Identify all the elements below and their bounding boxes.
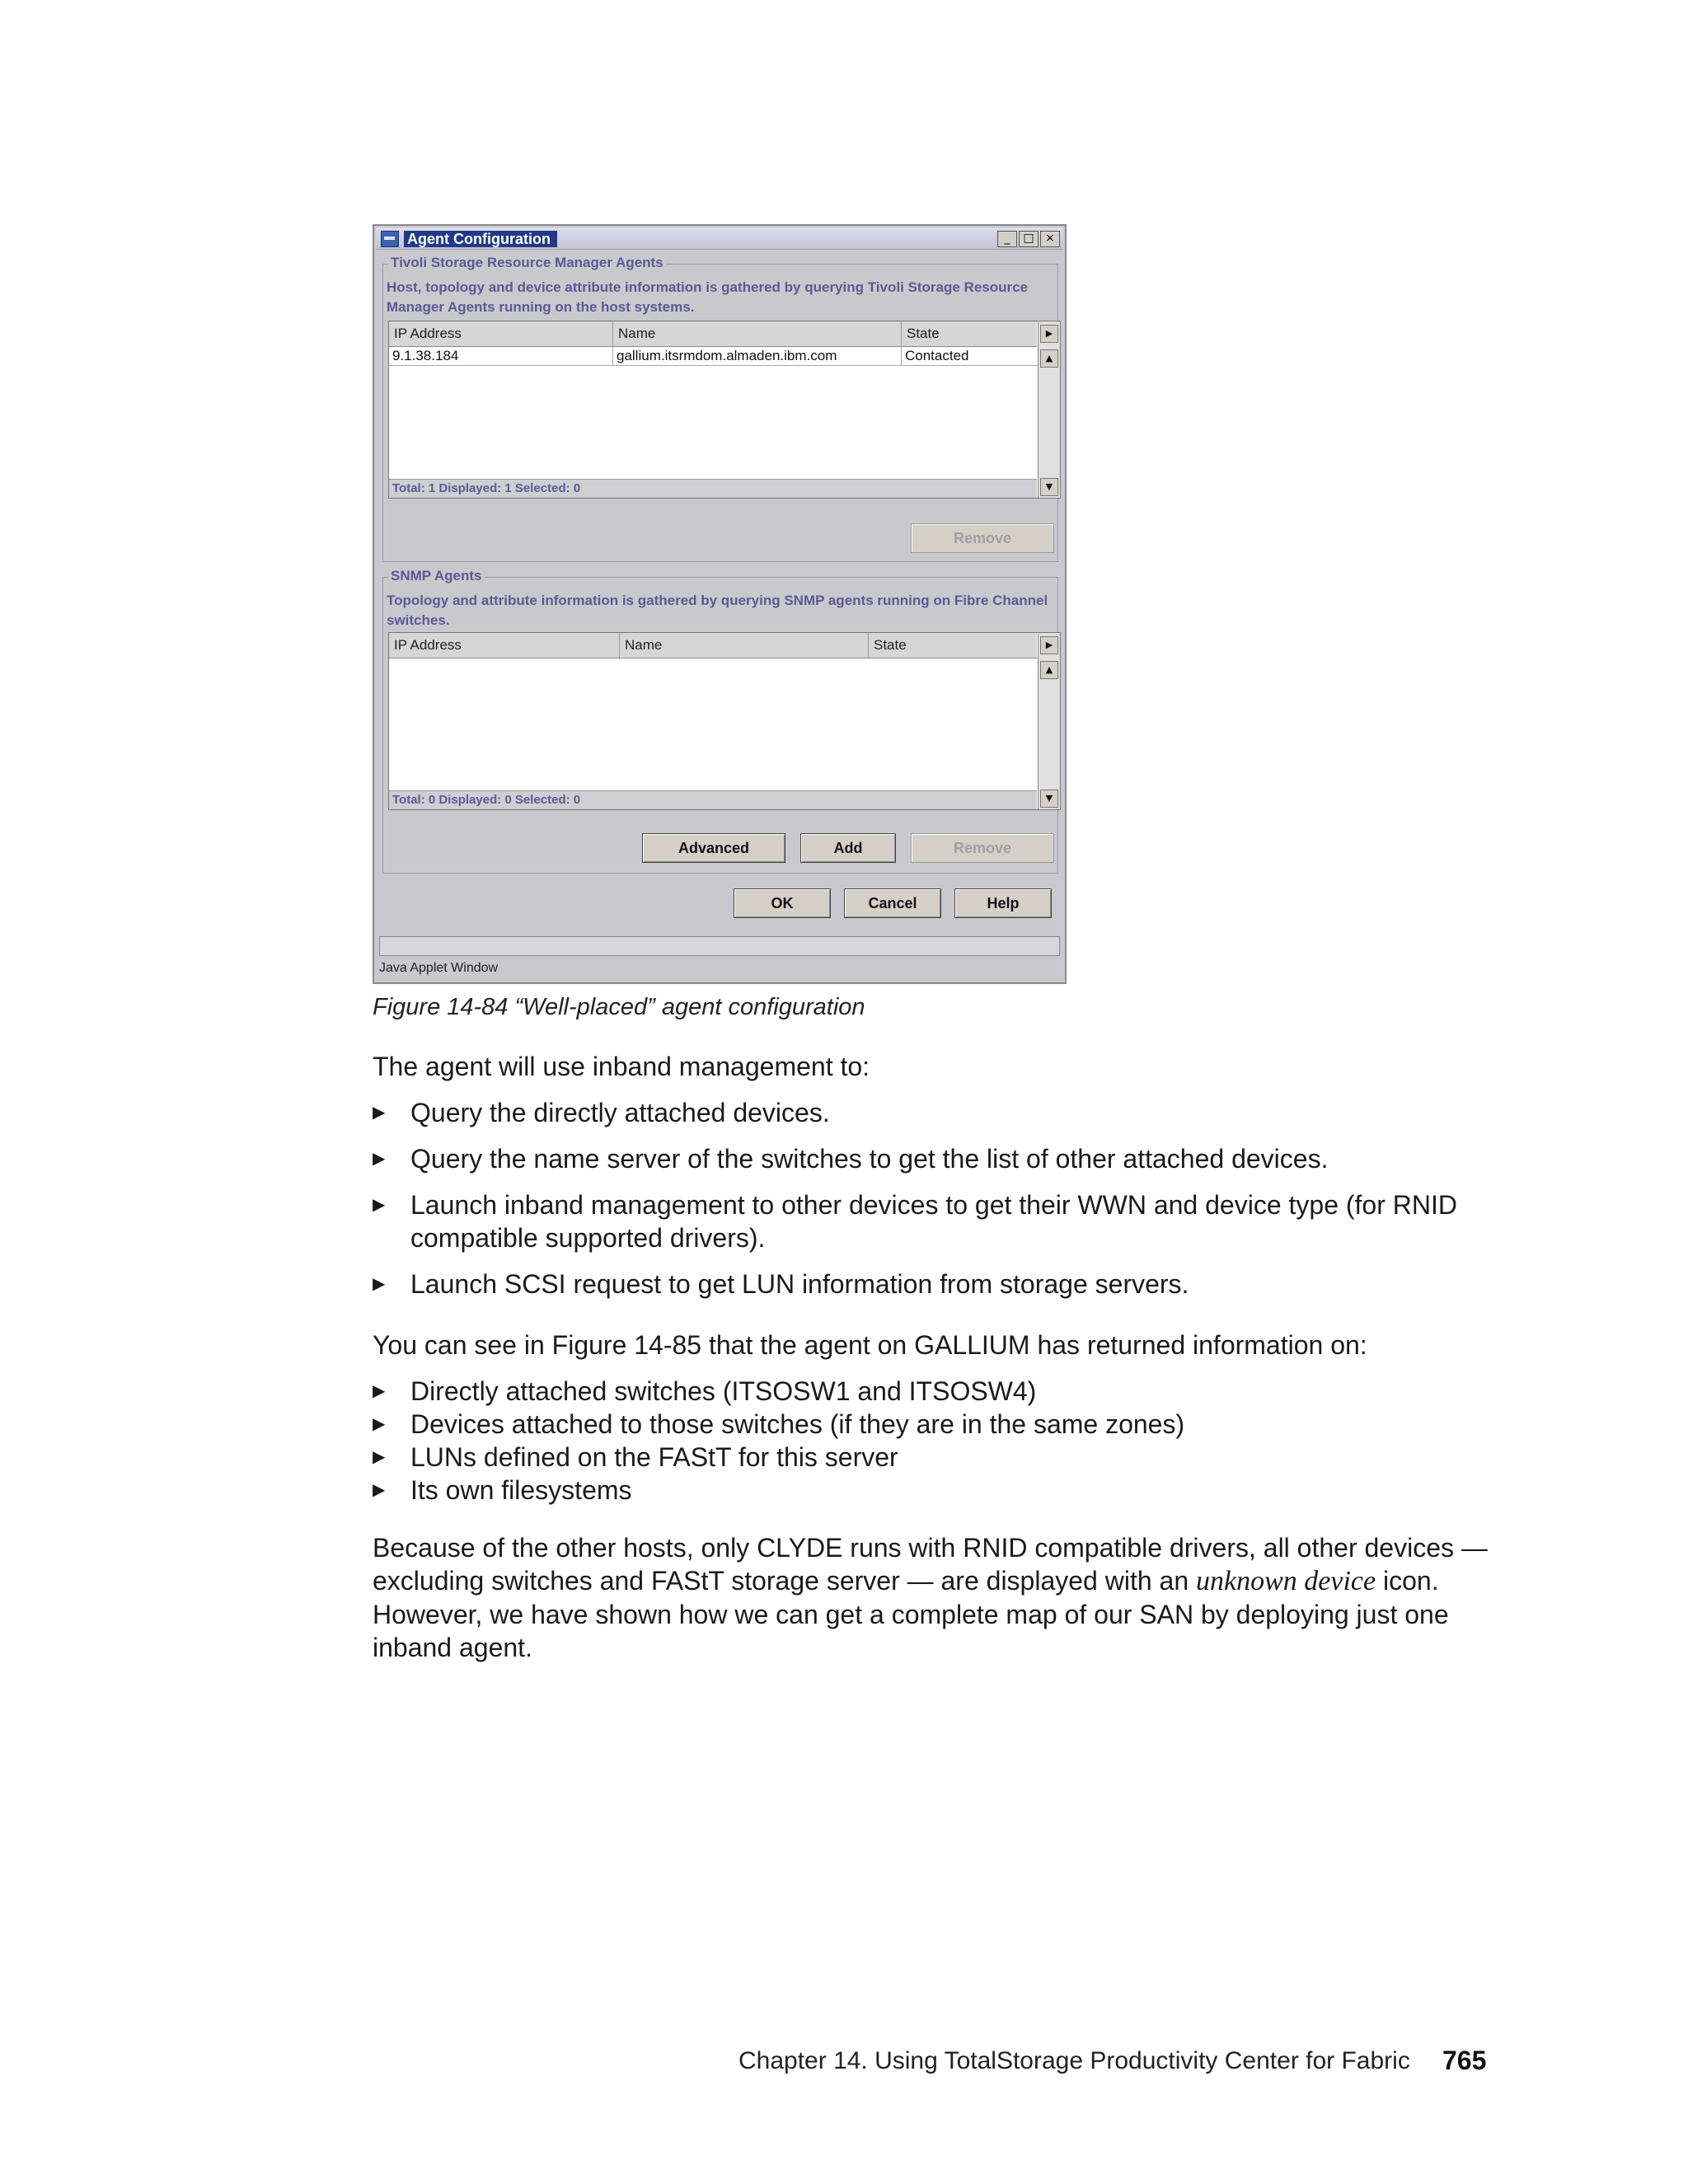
list-item-text: Devices attached to those switches (if they are in the same zones) <box>410 1409 1185 1439</box>
column-name[interactable]: Name <box>620 633 869 658</box>
list-item-text: Directly attached switches (ITSOSW1 and ITSOSW4) <box>410 1376 1037 1406</box>
tsrm-agents-table <box>388 321 1061 499</box>
bullet-arrow-icon: ▶ <box>373 1196 386 1214</box>
column-ip-address[interactable]: IP Address <box>389 633 620 658</box>
tsrm-table-scrollbar[interactable] <box>1038 321 1060 498</box>
column-state[interactable]: State <box>907 326 940 341</box>
java-app-icon <box>381 231 399 247</box>
bullet-arrow-icon: ▶ <box>373 1382 386 1400</box>
column-menu-arrow-icon[interactable]: ▶ <box>1040 636 1058 654</box>
tsrm-table-header <box>389 321 1037 347</box>
bullet-arrow-icon: ▶ <box>373 1448 386 1466</box>
figure-caption: Figure 14-84 “Well-placed” agent configuration <box>373 994 865 1020</box>
snmp-group-title: SNMP Agents <box>388 568 485 584</box>
column-state[interactable]: State <box>874 637 907 653</box>
intro-paragraph: The agent will use inband management to: <box>373 1052 870 1081</box>
snmp-table-scrollbar[interactable] <box>1038 633 1060 809</box>
maximize-icon[interactable]: □ <box>1019 231 1039 247</box>
snmp-table-status: Total: 0 Displayed: 0 Selected: 0 <box>389 790 1037 809</box>
tsrm-agents-group <box>382 255 1058 562</box>
column-ip-address[interactable]: IP Address <box>389 321 613 346</box>
third-paragraph <box>373 1531 1493 1664</box>
bullet-arrow-icon: ▶ <box>373 1104 386 1122</box>
applet-status-bar <box>379 936 1060 956</box>
snmp-agents-table <box>388 632 1061 810</box>
snmp-group-description: Topology and attribute information is gathered by querying SNMP agents running on Fibre Channel switches. <box>387 593 1048 628</box>
close-icon[interactable]: × <box>1040 231 1060 247</box>
bullet-arrow-icon: ▶ <box>373 1275 386 1293</box>
column-menu-arrow-icon[interactable]: ▶ <box>1040 325 1058 343</box>
agent-configuration-window <box>373 224 1067 984</box>
table-cell-state[interactable]: Contacted <box>902 346 1039 366</box>
bullet-arrow-icon: ▶ <box>373 1481 386 1499</box>
scroll-up-icon[interactable]: ▲ <box>1040 661 1058 679</box>
second-paragraph: You can see in Figure 14-85 that the agent on GALLIUM has returned information on: <box>373 1330 1367 1360</box>
help-button[interactable]: Help <box>954 888 1052 918</box>
paragraph-text: icon. However, we have shown how we can get a complete map of our SAN by deploying just one inband agent. <box>373 1566 1449 1662</box>
list-item-text: LUNs defined on the FAStT for this server <box>410 1442 898 1472</box>
scroll-down-icon[interactable]: ▼ <box>1040 790 1058 808</box>
snmp-table-header <box>389 633 1037 658</box>
snmp-remove-button[interactable]: Remove <box>911 833 1054 863</box>
table-cell-ip[interactable]: 9.1.38.184 <box>389 346 613 366</box>
list-item-text: Launch SCSI request to get LUN information from storage servers. <box>410 1269 1189 1299</box>
window-title: Agent Configuration <box>404 231 557 247</box>
tsrm-table-status: Total: 1 Displayed: 1 Selected: 0 <box>389 479 1037 498</box>
advanced-button[interactable]: Advanced <box>642 833 785 863</box>
list-item-text: Query the directly attached devices. <box>410 1098 830 1127</box>
bullet-arrow-icon: ▶ <box>373 1150 386 1168</box>
scroll-up-icon[interactable]: ▲ <box>1040 349 1058 368</box>
bullet-arrow-icon: ▶ <box>373 1415 386 1433</box>
ok-button[interactable]: OK <box>734 888 831 918</box>
table-cell-name[interactable]: gallium.itsrmdom.almaden.ibm.com <box>613 346 902 366</box>
footer-chapter: Chapter 14. Using TotalStorage Productivity Center for Fabric <box>738 2047 1410 2074</box>
tsrm-group-title: Tivoli Storage Resource Manager Agents <box>388 255 666 271</box>
tsrm-group-description: Host, topology and device attribute information is gathered by querying Tivoli Storage Resource Manager Agents running on the host systems. <box>387 279 1029 315</box>
paragraph-italic-term: unknown device <box>1196 1566 1376 1596</box>
add-button[interactable]: Add <box>800 833 896 863</box>
scroll-down-icon[interactable]: ▼ <box>1040 478 1058 496</box>
page-number: 765 <box>1442 2046 1487 2075</box>
list-item-text: Query the name server of the switches to get the list of other attached devices. <box>410 1144 1329 1174</box>
column-name[interactable]: Name <box>613 321 902 346</box>
list-item-text: Launch inband management to other devices to get their WWN and device type (for RNID compatible supported drivers). <box>410 1190 1457 1253</box>
cancel-button[interactable]: Cancel <box>844 888 941 918</box>
applet-window-label: Java Applet Window <box>379 961 499 975</box>
list-item-text: Its own filesystems <box>410 1475 632 1505</box>
minimize-icon[interactable]: _ <box>997 231 1017 247</box>
paragraph-text: Because of the other hosts, only CLYDE runs with RNID compatible drivers, all other devices — excluding switches and FAStT storage server — are displayed with an <box>373 1533 1488 1596</box>
snmp-agents-group <box>382 568 1058 874</box>
tsrm-remove-button[interactable]: Remove <box>911 523 1054 553</box>
window-titlebar[interactable] <box>376 227 1063 250</box>
